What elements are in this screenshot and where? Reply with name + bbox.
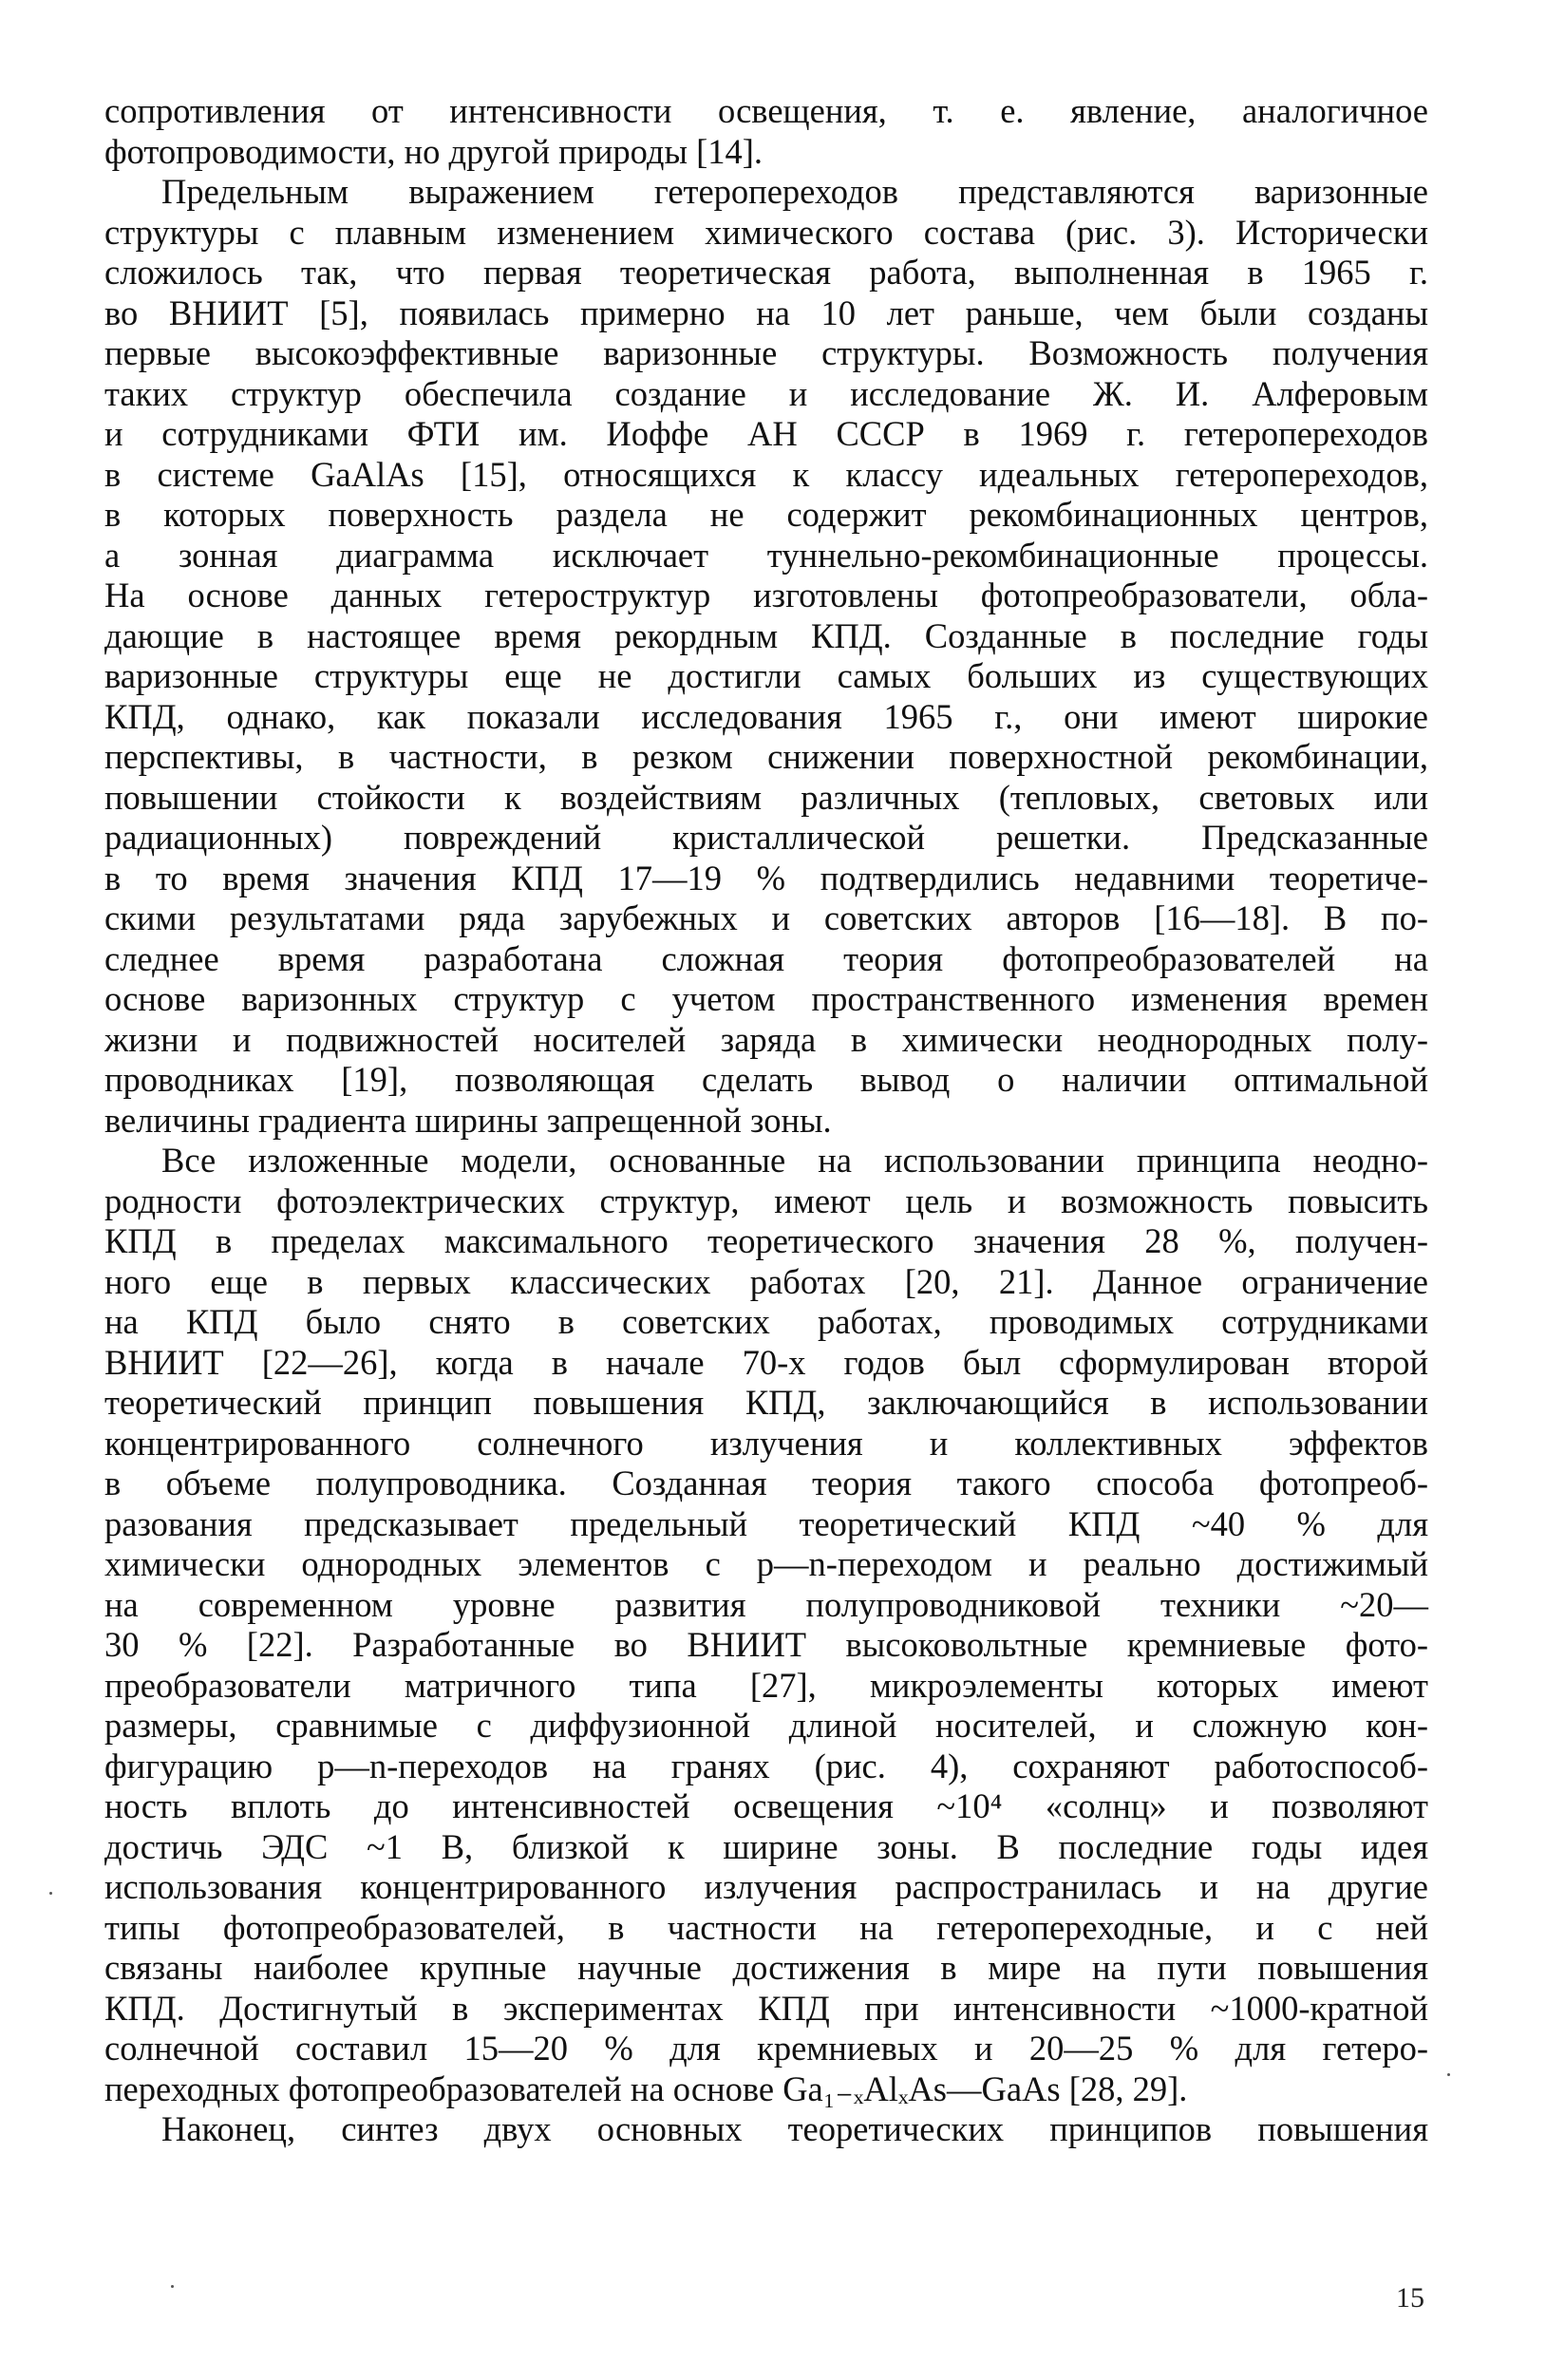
- text-line: типы фотопреобразователей, в частности на гетеропереходные, и с ней: [104, 1907, 1428, 1947]
- paragraph-models: [104, 1141, 1428, 2109]
- text-line: ВНИИТ [22—26], когда в начале 70-х годов был сформулирован второй: [104, 1342, 1428, 1382]
- text-line: связаны наиболее крупные научные достижения в мире на пути повышения: [104, 1948, 1428, 1987]
- text-line: в системе GaAlAs [15], относящихся к классу идеальных гетеропереходов,: [104, 454, 1428, 494]
- text-line: переходных фотопреобразователей на основе Ga₁₋ₓAlₓAs—GaAs [28, 29].: [104, 2068, 1188, 2108]
- text-line: Все изложенные модели, основанные на использовании принципа неодно-: [161, 1141, 1428, 1180]
- text-line: преобразователи матричного типа [27], микроэлементы которых имеют: [104, 1665, 1428, 1705]
- text-line: жизни и подвижностей носителей заряда в химически неоднородных полу-: [104, 1019, 1428, 1059]
- text-line: фотопроводимости, но другой природы [14].: [104, 131, 764, 171]
- paragraph-varizon: [104, 172, 1428, 1141]
- text-line: на КПД было снято в советских работах, проводимых сотрудниками: [104, 1302, 1428, 1341]
- text-line: солнечной составил 15—20 % для кремниевых и 20—25 % для гетеро-: [104, 2029, 1428, 2068]
- scan-speck: [171, 2285, 174, 2288]
- text-line: сложилось так, что первая теоретическая работа, выполненная в 1965 г.: [104, 253, 1428, 292]
- text-line: ного еще в первых классических работах [20, 21]. Данное ограничение: [104, 1261, 1428, 1301]
- text-line: достичь ЭДС ~1 В, близкой к ширине зоны. В последние годы идея: [104, 1826, 1428, 1866]
- scan-speck: [49, 1892, 52, 1895]
- text-line: таких структур обеспечила создание и исследование Ж. И. Алферовым: [104, 373, 1428, 413]
- text-line: Предельным выражением гетеропереходов представляются варизонные: [161, 172, 1428, 211]
- text-line: величины градиента ширины запрещенной зоны.: [104, 1100, 832, 1140]
- text-line: скими результатами ряда зарубежных и советских авторов [16—18]. В по-: [104, 898, 1428, 937]
- text-line: На основе данных гетероструктур изготовлены фотопреобразователи, обла-: [104, 576, 1428, 614]
- text-line: КПД, однако, как показали исследования 1965 г., они имеют широкие: [104, 696, 1428, 736]
- text-line: проводниках [19], позволяющая сделать вывод о наличии оптимальной: [104, 1060, 1428, 1099]
- text-line: радиационных) повреждений кристаллической решетки. Предсказанные: [104, 818, 1428, 857]
- text-line: варизонные структуры еще не достигли самых больших из существующих: [104, 656, 1428, 695]
- text-line: на современном уровне развития полупроводниковой техники ~20—: [104, 1584, 1428, 1624]
- text-line: а зонная диаграмма исключает туннельно-рекомбинационные процессы.: [104, 535, 1428, 575]
- text-line: химически однородных элементов с p—n-переходом и реально достижимый: [104, 1544, 1428, 1583]
- document-page: [104, 91, 1428, 2150]
- text-line: фигурацию p—n-переходов на гранях (рис. 4), сохраняют работоспособ-: [104, 1746, 1428, 1785]
- page-number: 15: [1396, 2282, 1424, 2314]
- text-line: дающие в настоящее время рекордным КПД. Созданные в последние годы: [104, 615, 1428, 655]
- text-line: структуры с плавным изменением химического состава (рис. 3). Исторически: [104, 212, 1428, 252]
- text-line: родности фотоэлектрических структур, имеют цель и возможность повысить: [104, 1181, 1428, 1220]
- text-line: в то время значения КПД 17—19 % подтвердились недавними теоретиче-: [104, 858, 1428, 897]
- text-line: первые высокоэффективные варизонные структуры. Возможность получения: [104, 333, 1428, 372]
- paragraph-final: [104, 2109, 1428, 2150]
- text-line: во ВНИИТ [5], появилась примерно на 10 лет раньше, чем были созданы: [104, 293, 1428, 332]
- paragraph-continuation: [104, 91, 1428, 172]
- text-line: размеры, сравнимые с диффузионной длиной носителей, и сложную кон-: [104, 1706, 1428, 1745]
- text-line: в которых поверхность раздела не содержит рекомбинационных центров,: [104, 495, 1428, 534]
- text-line: концентрированного солнечного излучения и коллективных эффектов: [104, 1423, 1428, 1463]
- text-line: 30 % [22]. Разработанные во ВНИИТ высоковольтные кремниевые фото-: [104, 1625, 1428, 1664]
- text-line: повышении стойкости к воздействиям различных (тепловых, световых или: [104, 777, 1428, 817]
- text-line: следнее время разработана сложная теория фотопреобразователей на: [104, 938, 1428, 978]
- text-line: КПД в пределах максимального теоретического значения 28 %, получен-: [104, 1221, 1428, 1260]
- text-line: в объеме полупроводника. Созданная теория такого способа фотопреоб-: [104, 1464, 1428, 1502]
- text-line: Наконец, синтез двух основных теоретических принципов повышения: [161, 2109, 1428, 2148]
- text-line: сопротивления от интенсивности освещения, т. е. явление, аналогичное: [104, 91, 1428, 130]
- text-line: теоретический принцип повышения КПД, заключающийся в использовании: [104, 1383, 1428, 1422]
- scan-speck: [1447, 2073, 1450, 2076]
- text-line: разования предсказывает предельный теоретический КПД ~40 % для: [104, 1503, 1428, 1543]
- text-line: КПД. Достигнутый в экспериментах КПД при интенсивности ~1000-кратной: [104, 1988, 1428, 2028]
- text-line: основе варизонных структур с учетом пространственного изменения времен: [104, 979, 1428, 1018]
- text-line: ность вплоть до интенсивностей освещения ~10⁴ «солнц» и позволяют: [104, 1786, 1428, 1825]
- text-line: использования концентрированного излучения распространилась и на другие: [104, 1867, 1428, 1906]
- text-line: и сотрудниками ФТИ им. Иоффе АН СССР в 1969 г. гетеропереходов: [104, 414, 1428, 453]
- text-line: перспективы, в частности, в резком снижении поверхностной рекомбинации,: [104, 737, 1428, 776]
